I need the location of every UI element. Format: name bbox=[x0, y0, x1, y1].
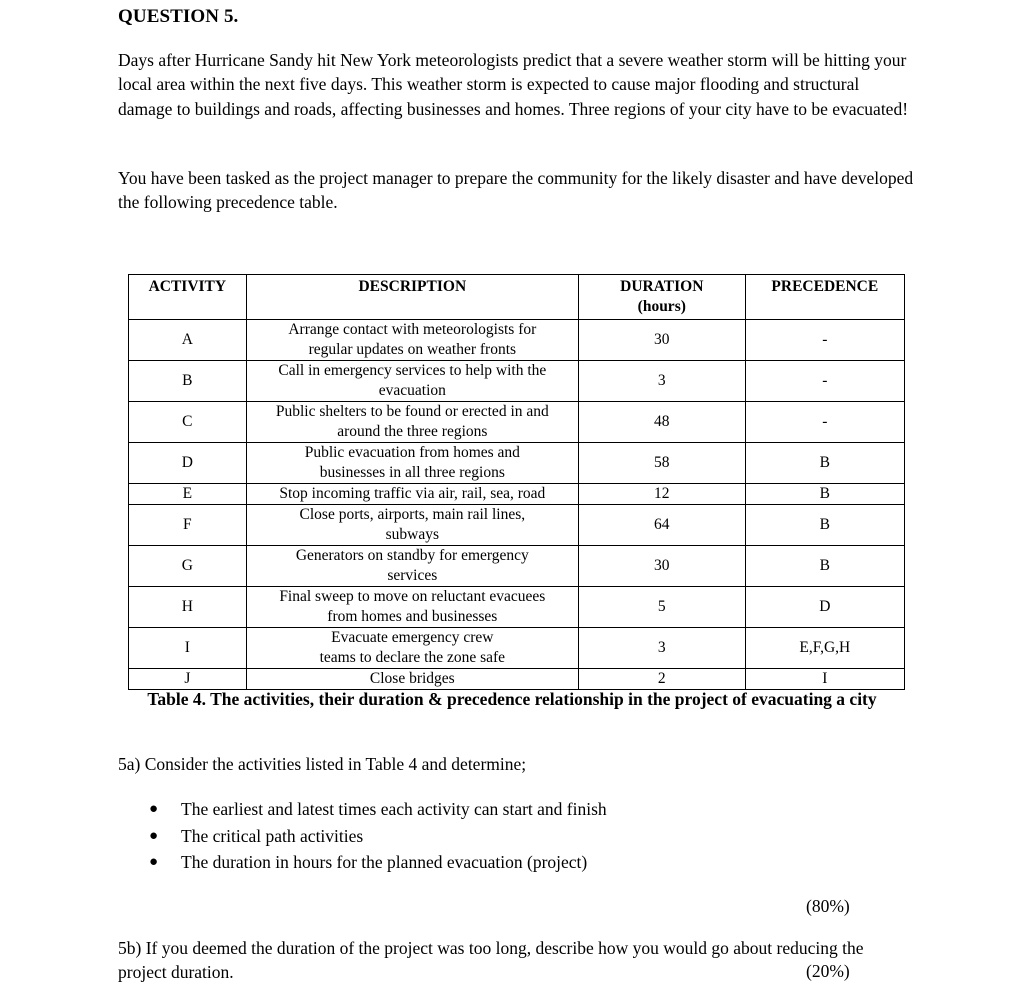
list-item bbox=[148, 849, 607, 876]
precedence-cell: I bbox=[745, 669, 904, 690]
question-5b-text: 5b) If you deemed the duration of the project was too long, describe how you would go about reducing the project duration. bbox=[118, 938, 864, 983]
duration-cell: 3 bbox=[578, 361, 745, 402]
description-line: Close bridges bbox=[369, 670, 455, 687]
description-line: Arrange contact with meteorologists for bbox=[288, 321, 537, 338]
table-row bbox=[129, 587, 905, 628]
intro-paragraph: Days after Hurricane Sandy hit New York meteorologists predict that a severe weather storm will be hitting your local area within the next five days. This weather storm is expected to cause major flooding and structural damage to buildings and roads, affecting businesses and homes. Three regions of your city have to be evacuated! bbox=[118, 50, 909, 119]
table-row bbox=[129, 361, 905, 402]
description-line: Generators on standby for emergency bbox=[295, 547, 529, 564]
table-row bbox=[129, 320, 905, 361]
description-line: around the three regions bbox=[337, 423, 488, 440]
duration-cell: 3 bbox=[578, 628, 745, 669]
activity-cell: F bbox=[129, 505, 247, 546]
duration-cell: 58 bbox=[578, 443, 745, 484]
activity-cell: D bbox=[129, 443, 247, 484]
precedence-cell: B bbox=[745, 484, 904, 505]
precedence-cell: - bbox=[745, 361, 904, 402]
description-cell bbox=[246, 484, 578, 505]
header-duration-line1: DURATION bbox=[620, 278, 704, 295]
description-cell bbox=[246, 628, 578, 669]
description-line: from homes and businesses bbox=[327, 608, 498, 625]
duration-cell: 2 bbox=[578, 669, 745, 690]
description-cell bbox=[246, 361, 578, 402]
header-duration bbox=[578, 275, 745, 320]
table-row bbox=[129, 443, 905, 484]
activity-cell: C bbox=[129, 402, 247, 443]
activity-cell: I bbox=[129, 628, 247, 669]
table-row bbox=[129, 484, 905, 505]
header-description: DESCRIPTION bbox=[246, 275, 578, 320]
description-cell bbox=[246, 546, 578, 587]
duration-cell: 64 bbox=[578, 505, 745, 546]
description-line: businesses in all three regions bbox=[319, 464, 505, 481]
bullet-icon: ● bbox=[149, 801, 159, 817]
duration-cell: 48 bbox=[578, 402, 745, 443]
duration-cell: 12 bbox=[578, 484, 745, 505]
precedence-cell: B bbox=[745, 505, 904, 546]
bullet-icon: ● bbox=[149, 827, 159, 844]
list-item-text: The earliest and latest times each activity can start and finish bbox=[181, 799, 607, 819]
table-row bbox=[129, 402, 905, 443]
description-line: Public evacuation from homes and bbox=[304, 444, 520, 461]
description-line: Evacuate emergency crew bbox=[331, 629, 494, 646]
description-line: services bbox=[387, 567, 438, 584]
description-line: regular updates on weather fronts bbox=[308, 341, 517, 358]
table-row bbox=[129, 546, 905, 587]
precedence-cell: - bbox=[745, 402, 904, 443]
description-cell bbox=[246, 505, 578, 546]
activity-cell: H bbox=[129, 587, 247, 628]
precedence-cell: B bbox=[745, 443, 904, 484]
list-item bbox=[148, 823, 607, 850]
precedence-cell: B bbox=[745, 546, 904, 587]
question-heading: QUESTION 5. bbox=[118, 6, 239, 27]
header-precedence: PRECEDENCE bbox=[745, 275, 904, 320]
duration-cell: 5 bbox=[578, 587, 745, 628]
task-paragraph: You have been tasked as the project manager to prepare the community for the likely disaster and have developed the following precedence table. bbox=[118, 168, 914, 213]
description-line: Stop incoming traffic via air, rail, sea, road bbox=[279, 485, 546, 502]
table-caption: Table 4. The activities, their duration & precedence relationship in the project of evacuating a city bbox=[147, 689, 877, 709]
list-item bbox=[148, 796, 607, 823]
question-5a-intro: 5a) Consider the activities listed in Table 4 and determine; bbox=[118, 754, 527, 774]
requirements-list bbox=[148, 796, 607, 876]
description-line: Close ports, airports, main rail lines, bbox=[299, 506, 526, 523]
list-item-text: The critical path activities bbox=[181, 825, 364, 846]
header-duration-line2: (hours) bbox=[637, 298, 686, 315]
precedence-cell: D bbox=[745, 587, 904, 628]
activity-cell: E bbox=[129, 484, 247, 505]
bullet-icon: ● bbox=[149, 854, 159, 870]
activity-cell: B bbox=[129, 361, 247, 402]
description-cell bbox=[246, 443, 578, 484]
description-cell bbox=[246, 402, 578, 443]
activity-cell: A bbox=[129, 320, 247, 361]
duration-cell: 30 bbox=[578, 546, 745, 587]
precedence-cell: - bbox=[745, 320, 904, 361]
description-line: Public shelters to be found or erected in and bbox=[275, 403, 549, 420]
description-cell bbox=[246, 587, 578, 628]
activity-cell: J bbox=[129, 669, 247, 690]
description-cell bbox=[246, 320, 578, 361]
list-item-text: The duration in hours for the planned evacuation (project) bbox=[181, 852, 588, 872]
table-row bbox=[129, 505, 905, 546]
activity-cell: G bbox=[129, 546, 247, 587]
question-5b-weight: (20%) bbox=[806, 961, 850, 981]
description-line: evacuation bbox=[378, 382, 446, 399]
table-header-row bbox=[129, 275, 905, 320]
precedence-table bbox=[128, 274, 905, 690]
header-activity: ACTIVITY bbox=[129, 275, 247, 320]
table-row bbox=[129, 628, 905, 669]
description-line: Call in emergency services to help with the bbox=[278, 362, 547, 379]
description-line: subways bbox=[385, 526, 440, 543]
description-line: teams to declare the zone safe bbox=[319, 649, 506, 666]
question-5a-weight: (80%) bbox=[806, 896, 850, 916]
description-line: Final sweep to move on reluctant evacuees bbox=[279, 588, 546, 605]
precedence-cell: E,F,G,H bbox=[745, 628, 904, 669]
duration-cell: 30 bbox=[578, 320, 745, 361]
